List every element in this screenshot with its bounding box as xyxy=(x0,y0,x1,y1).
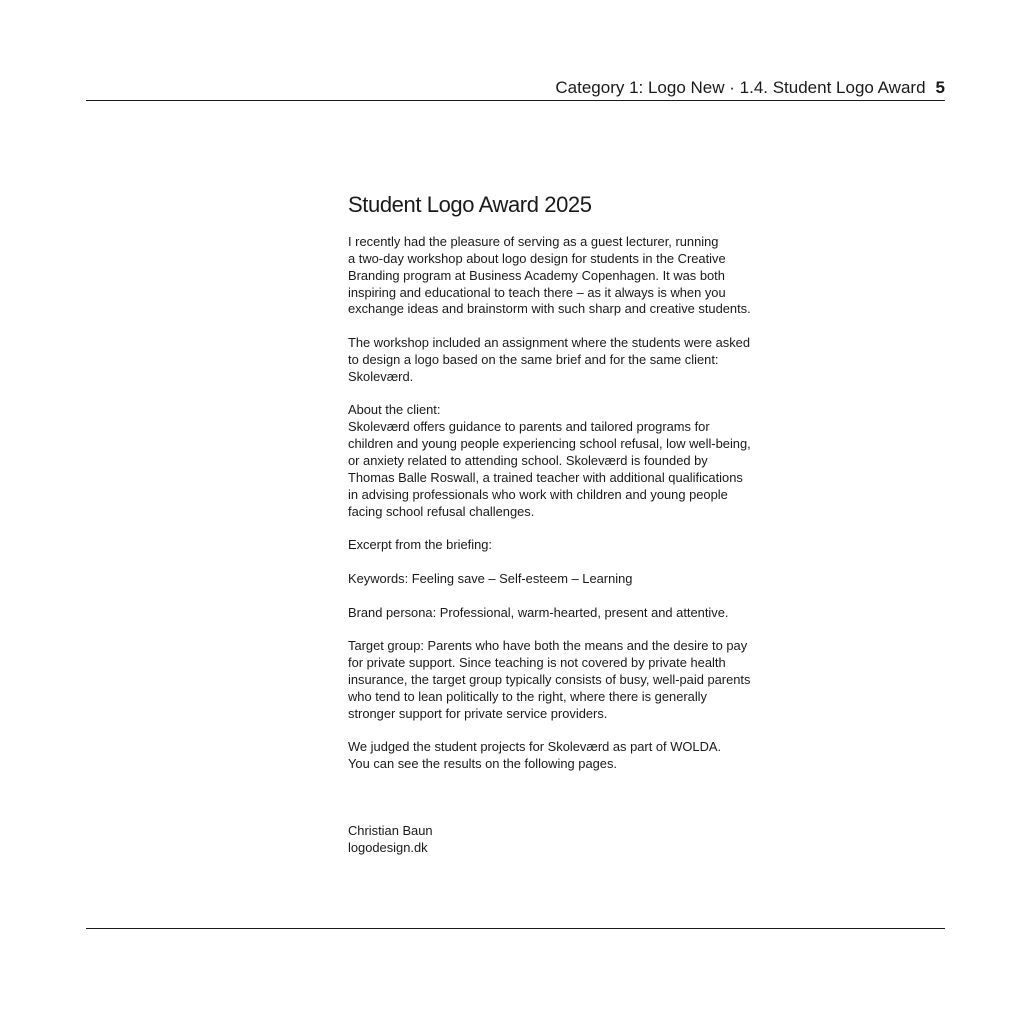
paragraph-keywords: Keywords: Feeling save – Self-esteem – Learning xyxy=(348,570,633,586)
author-website: logodesign.dk xyxy=(348,839,428,855)
paragraph-target-group: Target group: Parents who have both the means and the desire to pay for private support. Since teaching is not covered by private health insurance, the target group typically consists of busy, well-paid parents who tend to lean politically to the right, where there is generally stronger support for private service providers. xyxy=(348,638,751,721)
signature xyxy=(348,823,788,857)
footer-divider xyxy=(86,928,945,929)
paragraph-intro: I recently had the pleasure of serving as a guest lecturer, running a two-day workshop about logo design for students in the Creative Branding program at Business Academy Copenhagen. It was both inspiring and educational to teach there – as it always is when you exchange ideas and brainstorm with such sharp and creative students. xyxy=(348,234,751,317)
paragraph-brand-persona: Brand persona: Professional, warm-hearted, present and attentive. xyxy=(348,604,729,620)
paragraph-about-client: About the client: Skoleværd offers guidance to parents and tailored programs for children and young people experiencing school refusal, low well-being, or anxiety related to attending school. Skoleværd is founded by Thomas Balle Roswall, a trained teacher with additional qualifications in advising professionals who work with children and young people facing school refusal challenges. xyxy=(348,402,751,519)
page-number: 5 xyxy=(935,78,945,97)
paragraph-workshop: The workshop included an assignment where the students were asked to design a logo based on the same brief and for the same client: Skoleværd. xyxy=(348,335,750,384)
author-name: Christian Baun xyxy=(348,823,433,838)
paragraph-briefing-excerpt: Excerpt from the briefing: xyxy=(348,537,493,553)
running-header xyxy=(86,76,945,100)
page-title: Student Logo Award 2025 xyxy=(348,192,592,217)
header-section-title: Category 1: Logo New · 1.4. Student Logo Award xyxy=(555,78,926,97)
header-divider xyxy=(86,100,945,101)
article xyxy=(348,190,788,857)
paragraph-closing: We judged the student projects for Skoleværd as part of WOLDA. You can see the results on the following pages. xyxy=(348,739,722,772)
